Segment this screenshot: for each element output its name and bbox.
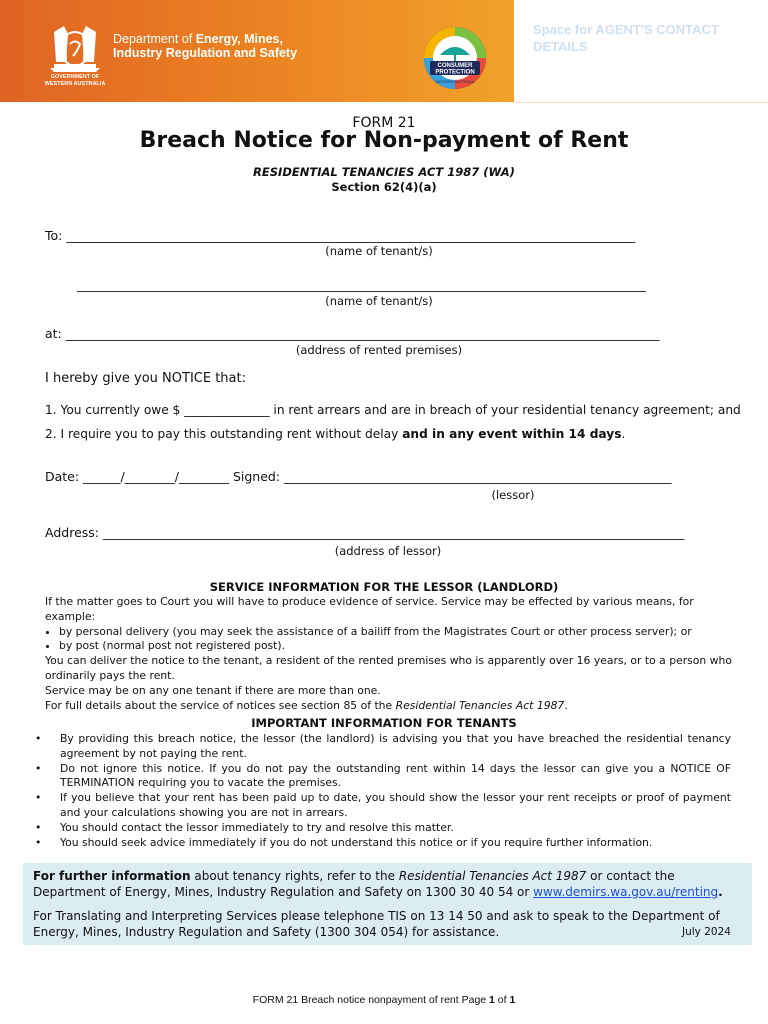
further-info-text: For further information about tenancy rights, refer to the Residential Tenancies Act 1987 or contact the Department of Energy, Mines, Industry Regulation and Safety on 1300 30 40 54 or www.demirs.wa.gov.au/renting. bbox=[33, 869, 723, 899]
tenant-bullet: • By providing this breach notice, the lessor (the landlord) is advising you that you have breached the residential tenancy agreement by not paying the rent. bbox=[35, 732, 731, 760]
tenant-bullet: • You should seek advice immediately if you do not understand this notice or if you require further information. bbox=[35, 835, 653, 849]
notice-intro: I hereby give you NOTICE that: bbox=[45, 371, 246, 386]
page-footer: FORM 21 Breach notice nonpayment of rent Page 1 of 1 bbox=[252, 994, 516, 1006]
to-field[interactable]: To: ___________________________________________________________________________________________ bbox=[45, 228, 636, 243]
rented-premises-field[interactable]: at: _______________________________________________________________________________________________ bbox=[45, 326, 660, 341]
notice-item-2: 2. I require you to pay this outstanding rent without delay and in any event within 14 days. bbox=[45, 427, 626, 441]
service-p2: Service may be on any one tenant if there are more than one. bbox=[45, 683, 381, 697]
tenant-caption-1: (name of tenant/s) bbox=[325, 244, 433, 258]
service-info-heading: SERVICE INFORMATION FOR THE LESSOR (LANDLORD) bbox=[209, 580, 559, 594]
tenant-bullet: • Do not ignore this notice. If you do not pay the outstanding rent within 14 days the lessor can give you a NOTICE OF TERMINATION requiring you to vacate the premises. bbox=[35, 761, 731, 790]
form-number: FORM 21 bbox=[352, 115, 416, 131]
consumer-logo-text-2: PROTECTION bbox=[435, 69, 475, 76]
consumer-protection-logo-icon bbox=[422, 25, 488, 91]
tenant-info-heading: IMPORTANT INFORMATION FOR TENANTS bbox=[251, 716, 517, 730]
service-p1: You can deliver the notice to the tenant, a resident of the rented premises who is apparently over 16 years, or to a person who ordinarily pays the rent. bbox=[45, 654, 732, 682]
act-section: Section 62(4)(a) bbox=[331, 180, 437, 194]
tenant2-field[interactable]: ___________________________________________________________________________________________ bbox=[77, 277, 646, 292]
lessor-caption: (lessor) bbox=[491, 488, 535, 502]
act-name: RESIDENTIAL TENANCIES ACT 1987 (WA) bbox=[253, 165, 515, 179]
consumer-logo-text-1: CONSUMER bbox=[437, 63, 473, 69]
page-title: Breach Notice for Non-payment of Rent bbox=[139, 128, 629, 153]
renting-link[interactable]: www.demirs.wa.gov.au/renting bbox=[533, 885, 719, 899]
service-intro: If the matter goes to Court you will have to produce evidence of service. Service may be effected by various means, for example: bbox=[45, 595, 694, 623]
tenant-bullet: • You should contact the lessor immediately to try and resolve this matter. bbox=[35, 820, 454, 834]
service-bullet: • by personal delivery (you may seek the assistance of a bailiff from the Magistrates Court or other process server); or bbox=[59, 625, 735, 640]
lessor-address-field[interactable]: Address: _____________________________________________________________________________________________ bbox=[45, 525, 685, 540]
version-date: July 2024 bbox=[682, 926, 731, 938]
agent-contact-placeholder[interactable]: Space for AGENT'S CONTACT DETAILS bbox=[533, 22, 719, 54]
service-p3: For full details about the service of notices see section 85 of the Residential Tenancies Act 1987. bbox=[45, 698, 568, 712]
service-info-body bbox=[45, 595, 735, 713]
date-signed-field[interactable]: Date: ______/________/________ Signed: ______________________________________________________________ bbox=[45, 469, 672, 484]
service-bullet: • by post (normal post not registered post). bbox=[59, 639, 735, 654]
department-name: Department of Energy, Mines, Industry Regulation and Safety bbox=[113, 32, 298, 60]
crest-caption: GOVERNMENT OF WESTERN AUSTRALIA bbox=[44, 74, 106, 87]
tenant-caption-2: (name of tenant/s) bbox=[325, 294, 433, 308]
tenant-bullet: • If you believe that your rent has been paid up to date, you should show the lessor your rent receipts or proof of payment and your calculations showing you are not in arrears. bbox=[35, 791, 731, 819]
lessor-address-caption: (address of lessor) bbox=[334, 544, 442, 558]
tenant-info-list bbox=[35, 732, 731, 850]
tis-info-text: For Translating and Interpreting Services please telephone TIS on 13 14 50 and ask to speak to the Department of Energy, Mines, Industry Regulation and Safety (1300 304 054) for assistance. bbox=[33, 909, 720, 939]
notice-item-1: 1. You currently owe $ ______________ in rent arrears and are in breach of your residential tenancy agreement; and bbox=[45, 403, 741, 417]
consumer-logo-text-3: WESTERN AUSTRALIA bbox=[435, 80, 475, 84]
rented-premises-caption: (address of rented premises) bbox=[295, 343, 463, 357]
